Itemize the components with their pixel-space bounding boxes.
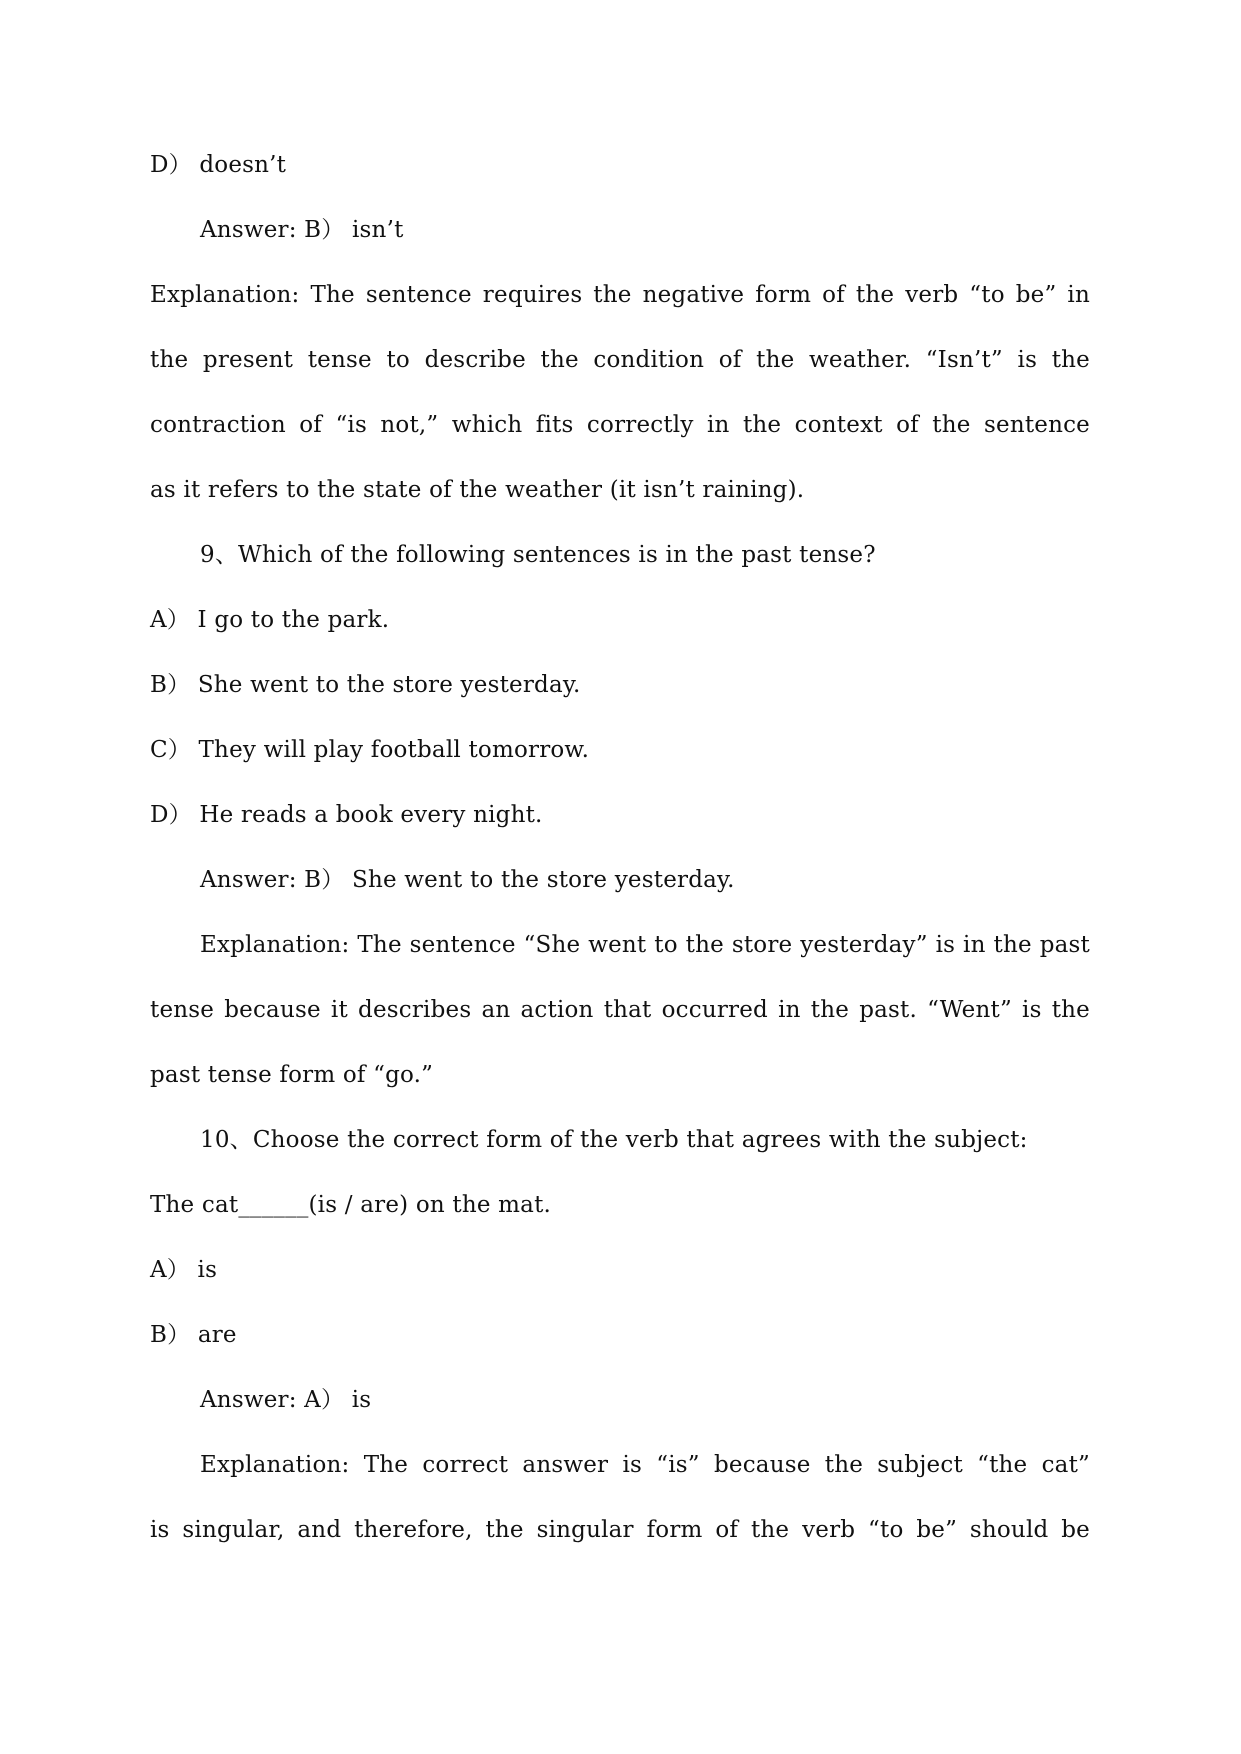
question-9: 9、Which of the following sentences is in the past tense? — [200, 542, 876, 568]
question-9-explanation-line-1: Explanation: The sentence “She went to the store yesterday” is in the past — [200, 932, 1090, 958]
answer-previous-question: Answer: B） isn’t — [200, 217, 404, 243]
question-10-answer: Answer: A） is — [200, 1387, 372, 1413]
question-10-sentence: The cat______(is / are) on the mat. — [150, 1192, 552, 1218]
explanation-previous-question-line-3: contraction of “is not,” which fits correctly in the context of the sentence — [150, 412, 1090, 438]
question-9-option-d: D） He reads a book every night. — [150, 802, 543, 828]
question-9-explanation-line-2: tense because it describes an action that occurred in the past. “Went” is the — [150, 997, 1090, 1023]
question-10-explanation-line-2: is singular, and therefore, the singular form of the verb “to be” should be — [150, 1517, 1090, 1543]
question-9-explanation-line-3: past tense form of “go.” — [150, 1062, 434, 1088]
option-d-previous-question: D） doesn’t — [150, 152, 287, 178]
question-10-option-b: B） are — [150, 1322, 237, 1348]
explanation-previous-question-line-2: the present tense to describe the condition of the weather. “Isn’t” is the — [150, 347, 1090, 373]
question-10: 10、Choose the correct form of the verb that agrees with the subject: — [200, 1127, 1028, 1153]
question-9-option-c: C） They will play football tomorrow. — [150, 737, 590, 763]
explanation-previous-question-line-1: Explanation: The sentence requires the negative form of the verb “to be” in — [150, 282, 1090, 308]
question-10-explanation-line-1: Explanation: The correct answer is “is” because the subject “the cat” — [200, 1452, 1090, 1478]
question-9-answer: Answer: B） She went to the store yesterday. — [200, 867, 735, 893]
question-10-option-a: A） is — [150, 1257, 218, 1283]
question-9-option-b: B） She went to the store yesterday. — [150, 672, 581, 698]
question-9-option-a: A） I go to the park. — [150, 607, 390, 633]
explanation-previous-question-line-4: as it refers to the state of the weather (it isn’t raining). — [150, 477, 805, 503]
